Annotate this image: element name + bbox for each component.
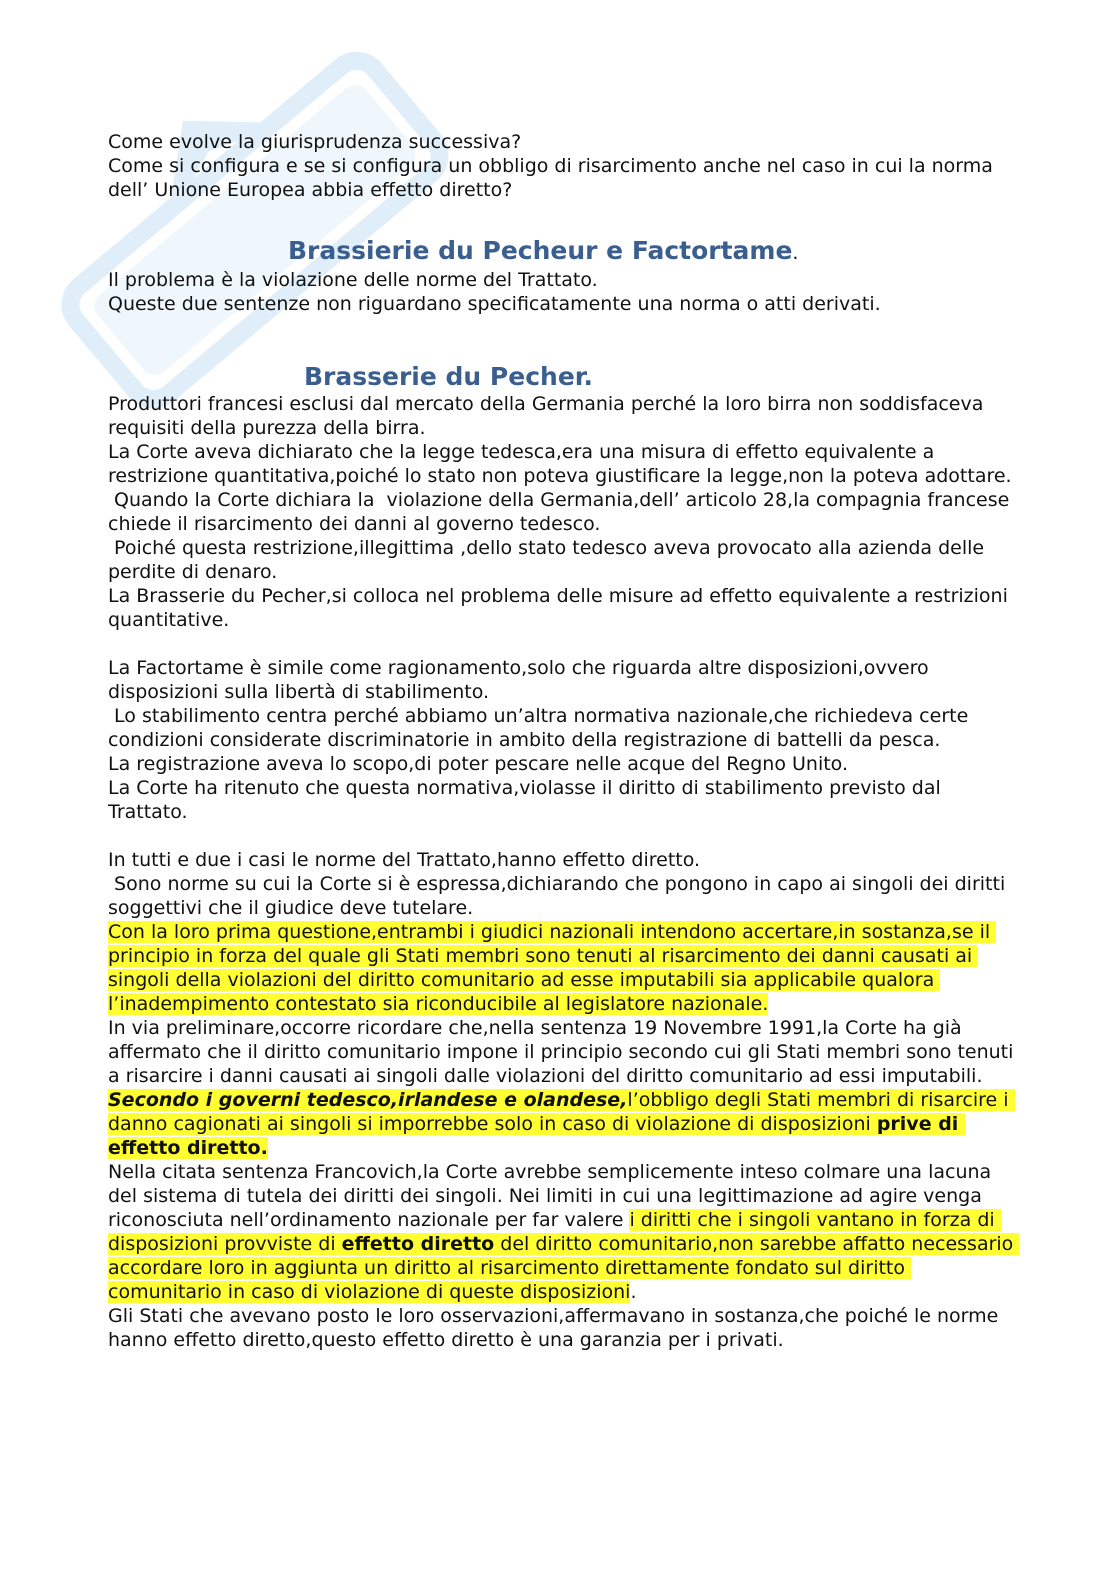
heading-1-title: Brassierie du Pecheur e Factortame [288, 236, 793, 265]
highlight-effetto-diretto-bold: effetto diretto [341, 1233, 495, 1255]
section4-paragraph-6 [108, 1160, 1018, 1304]
section3-paragraph-4: La Corte ha ritenuto che questa normativa,violasse il diritto di stabilimento previsto dal Trattato. [108, 777, 947, 823]
heading-1-trail: . [792, 242, 799, 264]
section4-paragraph-7: Gli Stati che avevano posto le loro osservazioni,affermavano in sostanza,che poiché le norme hanno effetto diretto,questo effetto diretto è una garanzia per i privati. [108, 1305, 1005, 1351]
section3-paragraph-3: La registrazione aveva lo scopo,di poter pescare nelle acque del Regno Unito. [108, 753, 849, 775]
section2-paragraph-5: La Brasserie du Pecher,si colloca nel problema delle misure ad effetto equivalente a restrizioni quantitative. [108, 585, 1014, 631]
highlight-obbligo-text: l’obbligo degli Stati membri di risarcire i danno cagionati ai singoli si imporrebbe solo in caso di violazione di disposizioni [108, 1089, 1015, 1135]
section2-paragraph-1: Produttori francesi esclusi dal mercato della Germania perché la loro birra non soddisfaceva requisiti della purezza della birra. [108, 393, 990, 439]
section4-paragraph-5 [108, 1088, 1018, 1160]
section4-highlighted-paragraph [108, 920, 1018, 1016]
heading-brasserie-du-pecher: Brasserie du Pecher. [304, 362, 594, 391]
section2-paragraph-4: Poiché questa restrizione,illegittima ,dello stato tedesco aveva provocato alla azienda delle perdite di denaro. [108, 537, 991, 583]
section2-paragraph-2: La Corte aveva dichiarato che la legge tedesca,era una misura di effetto equivalente a restrizione quantitativa,poiché lo stato non poteva giustificare la legge,non la poteva adottare. [108, 441, 1012, 487]
section4-paragraph-2: Sono norme su cui la Corte si è espressa,dichiarando che pongono in capo ai singoli dei diritti soggettivi che il giudice deve tutelare. [108, 873, 1012, 919]
section1-paragraph-1: Il problema è la violazione delle norme del Trattato. [108, 269, 598, 291]
section1-paragraph-2: Queste due sentenze non riguardano specificatamente una norma o atti derivati. [108, 293, 881, 315]
heading-brassierie-factortame [288, 236, 1018, 268]
section3-paragraph-2: Lo stabilimento centra perché abbiamo un’altra normativa nazionale,che richiedeva certe condizioni considerate discriminatorie in ambito della registrazione di battelli da pesca. [108, 705, 975, 751]
document-body [108, 130, 1018, 1352]
intro-question-1: Come evolve la giurisprudenza successiva? [108, 131, 522, 153]
section4-paragraph-4: In via preliminare,occorre ricordare che,nella sentenza 19 Novembre 1991,la Corte ha già affermato che il diritto comunitario impone il principio secondo cui gli Stati membri sono tenuti a risarcire i danni causati ai singoli dalle violazioni del diritto comunitario ad essi imputabili. [108, 1017, 1020, 1087]
intro-question-2: Come si configura e se si configura un obbligo di risarcimento anche nel caso in cui la norma dell’ Unione Europea abbia effetto diretto? [108, 155, 999, 201]
highlight-diritti-singoli: i diritti che i singoli vantano in forza di disposizioni provviste di [108, 1209, 1001, 1255]
section4-paragraph-1: In tutti e due i casi le norme del Trattato,hanno effetto diretto. [108, 849, 701, 871]
section2-paragraph-3: Quando la Corte dichiara la violazione della Germania,dell’ articolo 28,la compagnia francese chiede il risarcimento dei danni al governo tedesco. [108, 489, 1016, 535]
highlight-diritto-comunitario: del diritto comunitario,non sarebbe affatto necessario accordare loro in aggiunta un diritto al risarcimento direttamente fondato sul diritto comunitario in caso di violazione di queste disposizioni [108, 1233, 1020, 1303]
section3-paragraph-1: La Factortame è simile come ragionamento,solo che riguarda altre disposizioni,ovvero disposizioni sulla libertà di stabilimento. [108, 657, 935, 703]
francovich-end: . [630, 1281, 637, 1303]
francovich-text: Nella citata sentenza Francovich,la Corte avrebbe semplicemente inteso colmare una lacuna del sistema di tutela dei diritti dei singoli. Nei limiti in cui una legittimazione ad agire venga riconosciuta nell’ordinamento nazionale per far valere [108, 1161, 998, 1231]
highlight-governi-bold-italic: Secondo i governi tedesco,irlandese e olandese, [108, 1089, 628, 1111]
highlight-prive-effetto-bold: prive di effetto diretto. [108, 1113, 965, 1159]
highlight-prima-questione: Con la loro prima questione,entrambi i giudici nazionali intendono accertare,in sostanza,se il principio in forza del quale gli Stati membri sono tenuti al risarcimento dei danni causati ai singoli della violazioni del diritto comunitario ad esse imputabili sia applicabile qualora l’inadempimento contestato sia riconducibile al legislatore nazionale. [108, 921, 997, 1015]
